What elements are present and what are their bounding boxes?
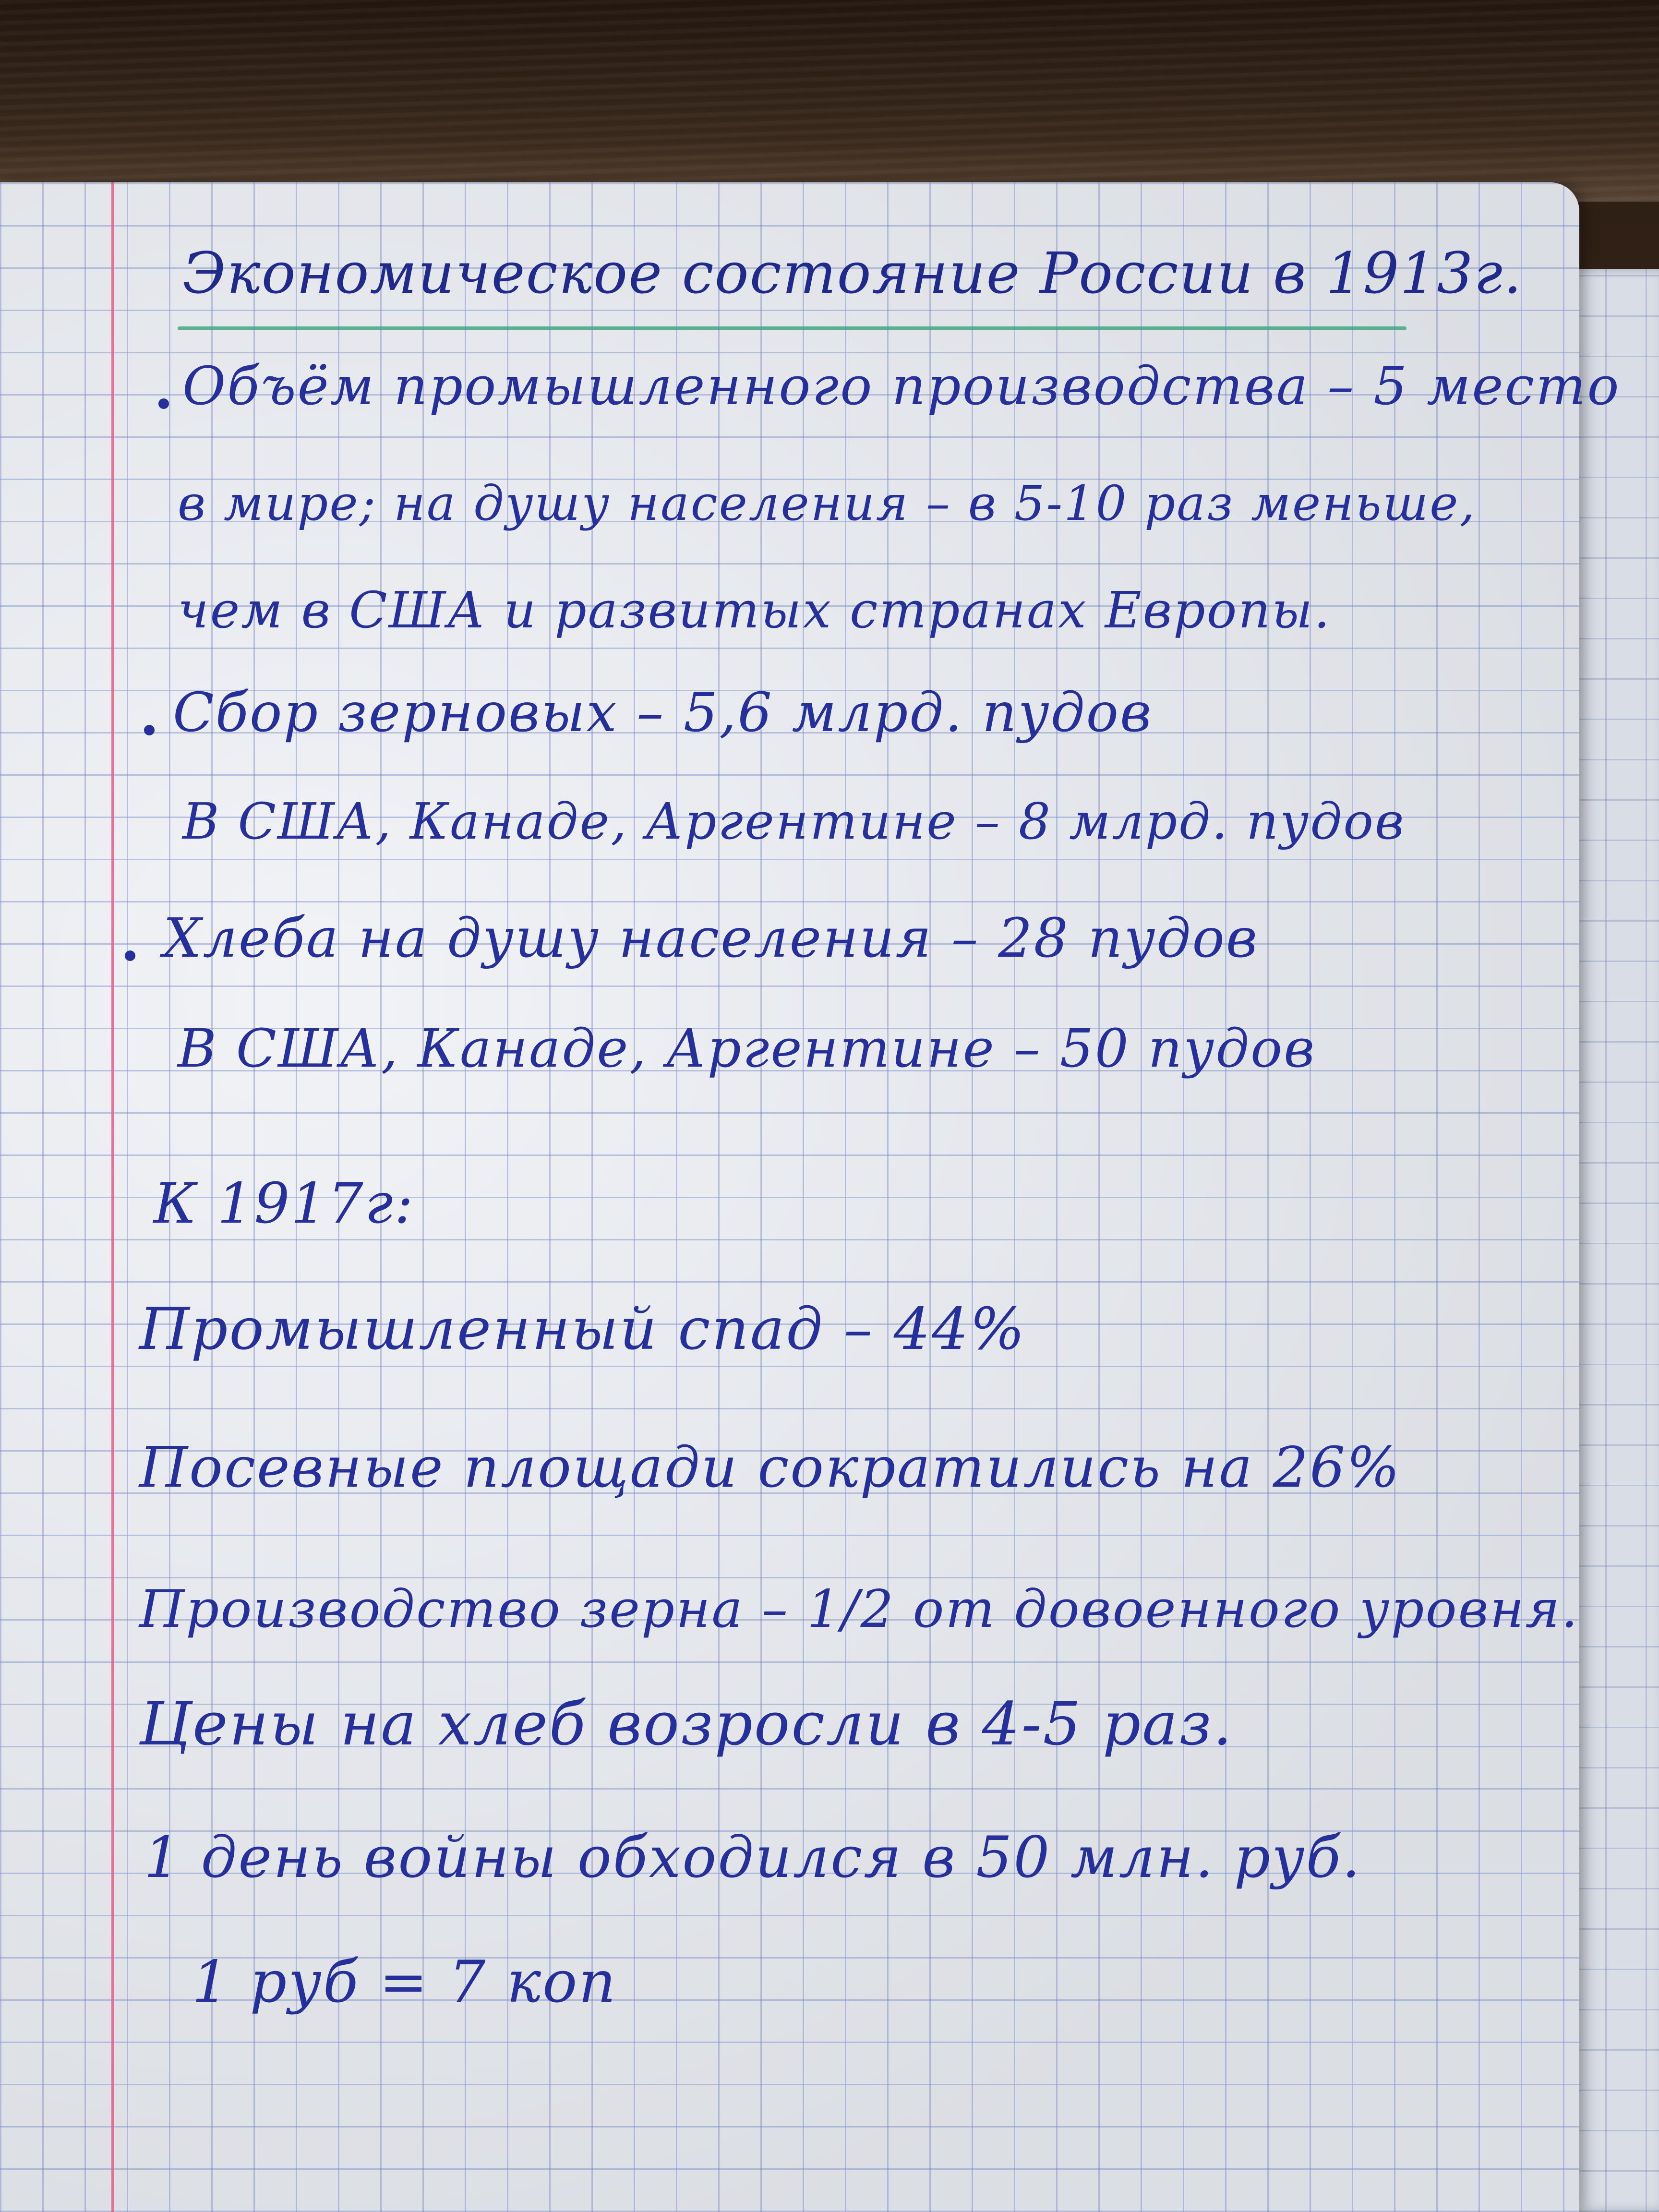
bullet-1-line-1: Объём промышленного производства – 5 место [182,355,1621,417]
margin-line [111,182,114,2212]
fact-1917-4: Цены на хлеб возросли в 4-5 раз. [139,1690,1234,1759]
bullet-3-line-1: Хлеба на душу населения – 28 пудов [163,907,1259,970]
fact-1917-5: 1 день войны обходился в 50 млн. руб. [144,1824,1362,1890]
page-title: Экономическое состояние России в 1913г. [182,240,1523,306]
title-underline [178,326,1407,330]
bullet-2-line-2: В США, Канаде, Аргентине – 8 млрд. пудов [182,792,1406,851]
bullet-dot-2 [144,725,155,735]
bullet-2-line-1: Сбор зерновых – 5,6 млрд. пудов [173,682,1153,744]
bullet-1-line-2: в мире; на душу населения – в 5-10 раз меньше, [178,475,1477,531]
bullet-3-line-2: В США, Канаде, Аргентине – 50 пудов [178,1018,1316,1079]
fact-1917-1: Промышленный спад – 44% [139,1296,1026,1363]
fact-1917-2: Посевные площади сократились на 26% [139,1435,1401,1500]
bullet-dot-1 [158,398,169,409]
heading-1917: К 1917г: [154,1171,415,1236]
fact-1917-3: Производство зерна – 1/2 от довоенного уровня. [139,1579,1579,1639]
bullet-1-line-3: чем в США и развитых странах Европы. [178,581,1332,639]
wooden-table [0,0,1659,202]
fact-1917-6: 1 руб = 7 коп [192,1949,617,2016]
bullet-dot-3 [125,950,135,961]
